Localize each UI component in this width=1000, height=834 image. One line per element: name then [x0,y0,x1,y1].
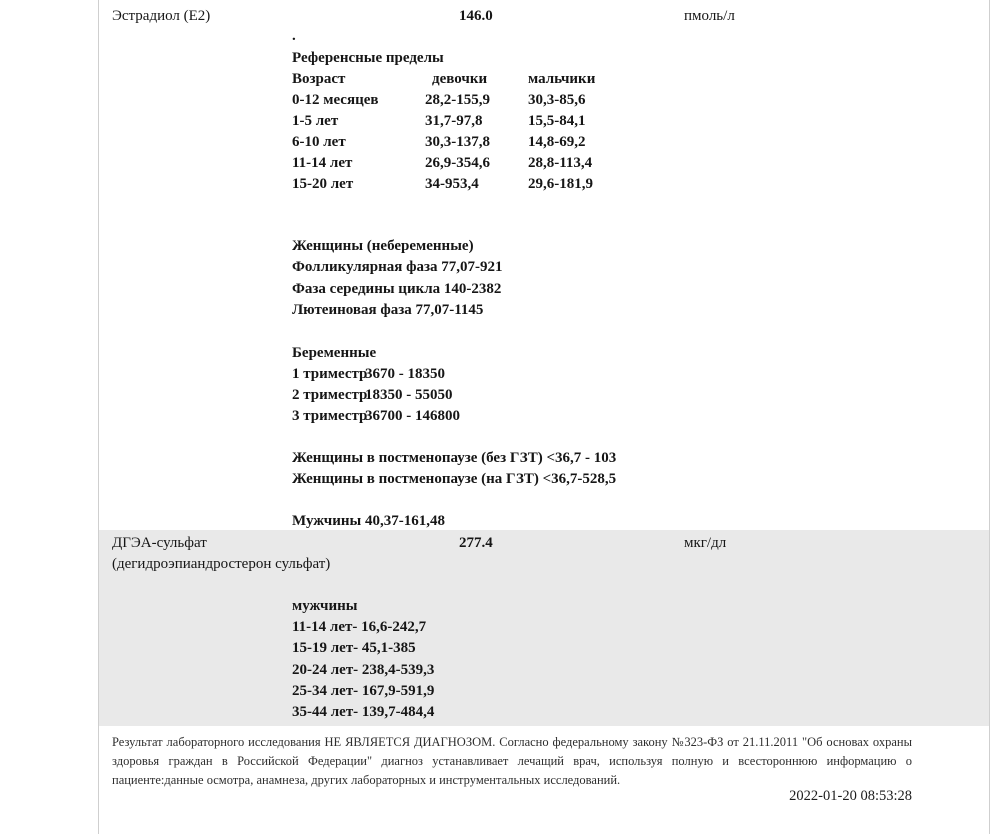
report-timestamp: 2022-01-20 08:53:28 [789,788,912,804]
analyte-name: ДГЭА-сульфат [112,535,207,551]
disclaimer-text: Результат лабораторного исследования НЕ ЯВЛЯЕТСЯ ДИАГНОЗОМ. Согласно федеральному закону №323-ФЗ от 21.11.2011 "Об основах охраны здоровья граждан в Российской Федерации" диагноз устанавливает лечащий врач, используя полную и всестороннюю информацию о пациенте:данные осмотра, анамнеза, других лабораторных и инструментальных исследований. [112,735,912,787]
analyte-value: 146.0 [459,8,493,24]
reference-title: Референсные пределы [292,50,444,66]
men-ref-line: Мужчины 40,37-161,48 [292,513,445,529]
women-ref-line: Фолликулярная фаза 77,07-921 [292,259,503,275]
postmenopause-line: Женщины в постменопаузе (на ГЗТ) <36,7-528,5 [292,471,617,487]
dhea-ref-line: 11-14 лет- 16,6-242,7 [292,619,427,635]
age-cell: 15-20 лет [292,176,354,192]
boys-cell: 15,5-84,1 [528,113,586,129]
girls-cell: 26,9-354,6 [425,155,490,171]
age-table-row [292,90,722,111]
boys-cell: 14,8-69,2 [528,134,586,150]
analyte-name-full: (дегидроэпиандростерон сульфат) [112,556,331,572]
header-girls: девочки [432,71,488,87]
age-cell: 1-5 лет [292,113,339,129]
trimester-range: 3670 - 18350 [365,366,445,382]
girls-cell: 30,3-137,8 [425,134,490,150]
trimester-range: 18350 - 55050 [365,387,453,403]
dhea-ref-line: 15-19 лет- 45,1-385 [292,640,416,656]
analyte-unit: мкг/дл [684,535,727,551]
analyte-unit: пмоль/л [684,8,735,24]
boys-cell: 28,8-113,4 [528,155,593,171]
girls-cell: 28,2-155,9 [425,92,490,108]
age-table-row [292,111,722,132]
analyte-name: Эстрадиол (Е2) [112,8,211,24]
dot-line: . [292,28,296,44]
dhea-ref-line: 25-34 лет- 167,9-591,9 [292,683,435,699]
trimester-label: 3 триместр [292,408,368,424]
women-ref-line: Лютеиновая фаза 77,07-1145 [292,302,484,318]
dhea-ref-line: 35-44 лет- 139,7-484,4 [292,704,435,720]
header-age: Возраст [292,71,346,87]
age-table-header [292,69,722,90]
girls-cell: 34-953,4 [425,176,479,192]
age-table-row [292,132,722,153]
age-table-row [292,174,722,195]
boys-cell: 30,3-85,6 [528,92,586,108]
women-ref-line: Фаза середины цикла 140-2382 [292,281,502,297]
age-table-row [292,153,722,174]
trimester-label: 2 триместр [292,387,368,403]
women-title: Женщины (небеременные) [292,238,474,254]
pregnant-title: Беременные [292,345,377,361]
age-cell: 11-14 лет [292,155,353,171]
dhea-ref-line: 20-24 лет- 238,4-539,3 [292,662,435,678]
boys-cell: 29,6-181,9 [528,176,593,192]
analyte-value: 277.4 [459,535,493,551]
dhea-men-title: мужчины [292,598,358,614]
age-cell: 0-12 месяцев [292,92,379,108]
page-right-border [989,0,990,834]
postmenopause-line: Женщины в постменопаузе (без ГЗТ) <36,7 - 103 [292,450,617,466]
header-boys: мальчики [528,71,596,87]
age-cell: 6-10 лет [292,134,346,150]
trimester-label: 1 триместр [292,366,368,382]
girls-cell: 31,7-97,8 [425,113,483,129]
trimester-range: 36700 - 146800 [365,408,460,424]
